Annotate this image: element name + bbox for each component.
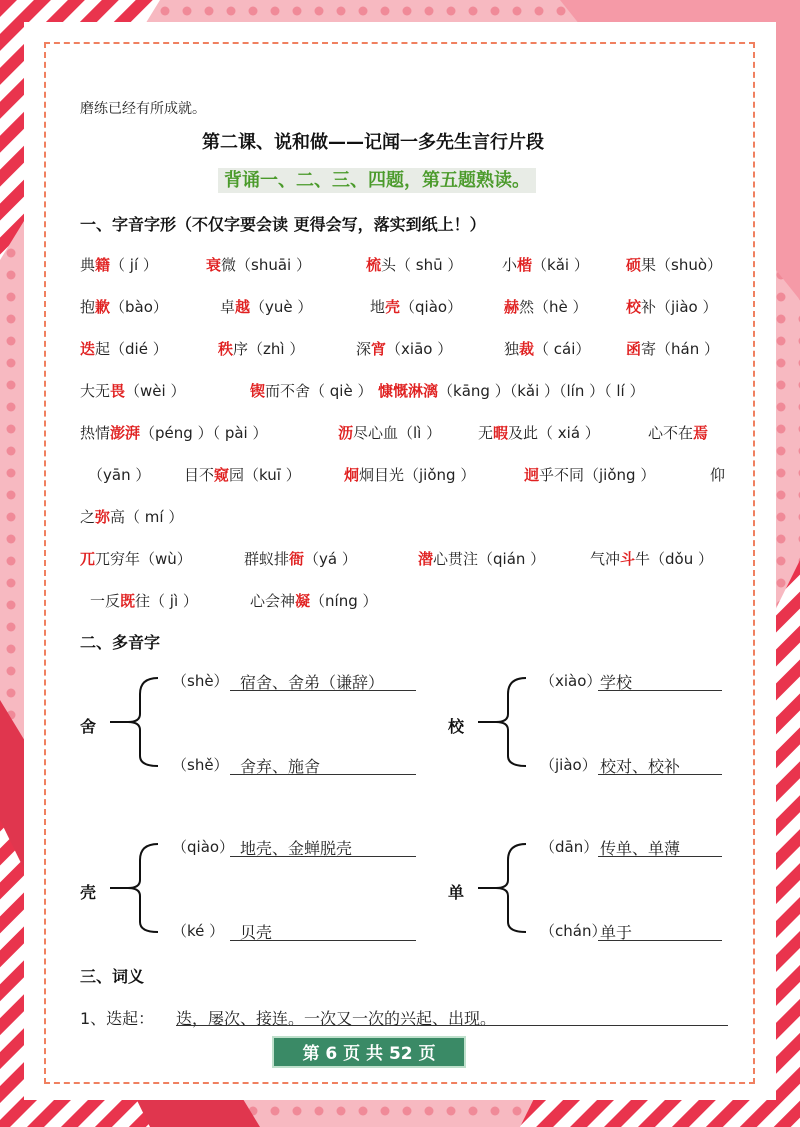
pinyin-reading: （dān） <box>540 838 599 856</box>
char-item <box>590 548 713 569</box>
char-item <box>338 422 441 443</box>
target-char: 裁 <box>519 340 535 358</box>
char-text: 心不在 <box>648 424 694 442</box>
char-item <box>80 422 268 443</box>
char-text: 高（ mí ） <box>110 508 184 526</box>
char-text: 一反 <box>90 592 121 610</box>
target-char: 斗 <box>620 550 636 568</box>
char-text: 补（jiào ） <box>641 298 718 316</box>
target-char: 沥 <box>338 424 354 442</box>
target-char: 澎湃 <box>110 424 141 442</box>
brace-icon <box>110 840 170 940</box>
char-text: 微（shuāi ） <box>221 256 311 274</box>
char-text: 典 <box>80 256 96 274</box>
target-char: 既 <box>120 592 136 610</box>
definition-text: 迭，屡次、接连。一次又一次的兴起、出现。 <box>176 1009 497 1028</box>
section3-heading: 三、词义 <box>80 967 145 986</box>
char-item <box>504 338 590 359</box>
char-item <box>80 338 168 359</box>
char-text: （níng ） <box>310 592 378 610</box>
char-item <box>244 548 357 569</box>
target-char: 锲 <box>250 382 266 400</box>
pinyin-reading: （ké ） <box>172 922 225 940</box>
target-char: 籍 <box>95 256 111 274</box>
char-text: 之 <box>80 508 96 526</box>
example-words: 贝壳 <box>240 923 273 942</box>
memorize-note-text: 背诵一、二、三、四题，第五题熟读。 <box>218 168 536 193</box>
char-text: （xiāo ） <box>386 340 453 358</box>
char-item <box>648 422 708 443</box>
char-item <box>80 506 183 527</box>
char-text: （ jí ） <box>110 256 158 274</box>
section2-heading: 二、多音字 <box>80 633 161 652</box>
char-item <box>80 380 185 401</box>
char-item <box>504 296 588 317</box>
definition-item <box>80 1006 154 1029</box>
char-text: 热情 <box>80 424 111 442</box>
page-indicator: 第 6 页 共 52 页 <box>272 1036 466 1068</box>
char-item <box>418 548 545 569</box>
char-text: 地 <box>370 298 386 316</box>
char-text: 往（ jì ） <box>135 592 198 610</box>
answer-underline <box>598 690 722 691</box>
char-text: （wèi ） <box>125 382 186 400</box>
target-char: 校 <box>626 298 642 316</box>
char-item <box>250 590 378 611</box>
answer-underline <box>230 690 416 691</box>
target-char: 梳 <box>366 256 382 274</box>
char-item <box>502 254 589 275</box>
char-item <box>370 296 462 317</box>
char-item <box>88 464 150 485</box>
example-words: 宿舍、舍弟（谦辞） <box>240 673 385 692</box>
pinyin-reading: （xiào） <box>540 672 602 690</box>
char-text: 起（dié ） <box>95 340 168 358</box>
intro-text: 磨练已经有所成就。 <box>80 101 206 117</box>
char-item <box>206 254 311 275</box>
char-item <box>478 422 600 443</box>
target-char: 迥 <box>524 466 540 484</box>
answer-underline <box>230 774 416 775</box>
char-text: 及此（ xiá ） <box>508 424 600 442</box>
char-item <box>626 254 722 275</box>
char-text: 而不舍（ qiè ） <box>265 382 373 400</box>
target-char: 弥 <box>95 508 111 526</box>
char-item <box>80 548 192 569</box>
target-char: 窥 <box>214 466 230 484</box>
target-char: 衙 <box>289 550 305 568</box>
char-item <box>184 464 301 485</box>
char-item <box>626 338 719 359</box>
char-item <box>378 380 645 401</box>
brace-icon <box>478 840 538 940</box>
char-text: 仰 <box>710 466 726 484</box>
char-item <box>626 296 718 317</box>
char-text: 序（zhì ） <box>233 340 305 358</box>
memorize-note <box>218 166 536 192</box>
char-text: 果（shuò） <box>641 256 723 274</box>
char-item <box>90 590 198 611</box>
pinyin-reading: （chán） <box>540 922 607 940</box>
answer-underline <box>598 856 722 857</box>
example-words: 学校 <box>600 673 633 692</box>
target-char: 歉 <box>95 298 111 316</box>
char-item <box>220 296 312 317</box>
target-char: 畏 <box>110 382 126 400</box>
char-text: （yá ） <box>304 550 357 568</box>
target-char: 炯 <box>344 466 360 484</box>
brace-icon <box>110 674 170 774</box>
char-text: 牛（dǒu ） <box>635 550 714 568</box>
example-words: 单于 <box>600 923 633 942</box>
char-item <box>344 464 475 485</box>
char-text: 寄（hán ） <box>641 340 719 358</box>
char-text: 尽心血（lì ） <box>353 424 442 442</box>
example-words: 地壳、金蝉脱壳 <box>240 839 353 858</box>
char-text: 兀穷年（wù） <box>95 550 192 568</box>
char-text: 炯目光（jiǒng ） <box>359 466 476 484</box>
char-item <box>524 464 655 485</box>
char-text: （kāng ）（kǎi ）（lín ）（ lí ） <box>438 382 645 400</box>
char-text: 深 <box>356 340 372 358</box>
char-text: （qiào） <box>400 298 463 316</box>
section1-heading: 一、字音字形（不仅字要会读 更得会写，落实到纸上！） <box>80 215 486 234</box>
example-words: 校对、校补 <box>600 757 681 776</box>
char-text: 目不 <box>184 466 215 484</box>
target-char: 兀 <box>80 550 96 568</box>
char-text: 乎不同（jiǒng ） <box>539 466 656 484</box>
char-text: 无 <box>478 424 494 442</box>
target-char: 焉 <box>693 424 709 442</box>
definition-label: 1、迭起： <box>80 1009 155 1028</box>
char-item <box>366 254 462 275</box>
char-text: 小 <box>502 256 518 274</box>
pinyin-reading: （jiào） <box>540 756 597 774</box>
polyphonic-char: 舍 <box>80 717 97 736</box>
char-item <box>218 338 304 359</box>
pinyin-reading: （shě） <box>172 756 229 774</box>
char-text: 独 <box>504 340 520 358</box>
char-text: 心会神 <box>250 592 296 610</box>
char-text: （yān ） <box>88 466 151 484</box>
answer-underline <box>230 940 416 941</box>
target-char: 衰 <box>206 256 222 274</box>
target-char: 迭 <box>80 340 96 358</box>
target-char: 慷慨淋漓 <box>378 382 439 400</box>
target-char: 宵 <box>371 340 387 358</box>
answer-underline <box>598 940 722 941</box>
char-item <box>356 338 452 359</box>
char-text: （ cái） <box>534 340 591 358</box>
char-text: （bào） <box>110 298 168 316</box>
lesson-title: 第二课、说和做——记闻一多先生言行片段 <box>202 132 544 153</box>
target-char: 赫 <box>504 298 520 316</box>
char-text: 群蚁排 <box>244 550 290 568</box>
target-char: 函 <box>626 340 642 358</box>
example-words: 舍弃、施舍 <box>240 757 321 776</box>
pinyin-reading: （shè） <box>172 672 229 690</box>
char-item <box>80 254 158 275</box>
char-text: （kǎi ） <box>532 256 589 274</box>
target-char: 楷 <box>517 256 533 274</box>
char-text: 然（hè ） <box>519 298 588 316</box>
target-char: 壳 <box>385 298 401 316</box>
target-char: 暇 <box>493 424 509 442</box>
answer-underline <box>230 856 416 857</box>
pinyin-reading: （qiào） <box>172 838 235 856</box>
char-item <box>710 464 725 485</box>
polyphonic-char: 壳 <box>80 883 97 902</box>
polyphonic-char: 校 <box>448 717 465 736</box>
polyphonic-char: 单 <box>448 883 465 902</box>
definition-underline <box>176 1025 728 1026</box>
char-text: 大无 <box>80 382 111 400</box>
brace-icon <box>478 674 538 774</box>
char-text: 卓 <box>220 298 236 316</box>
target-char: 硕 <box>626 256 642 274</box>
char-text: 抱 <box>80 298 96 316</box>
char-text: （yuè ） <box>250 298 313 316</box>
target-char: 凝 <box>295 592 311 610</box>
char-text: 心贯注（qián ） <box>433 550 546 568</box>
target-char: 越 <box>235 298 251 316</box>
char-text: 园（kuī ） <box>229 466 301 484</box>
char-text: （péng ）（ pài ） <box>140 424 268 442</box>
example-words: 传单、单薄 <box>600 839 681 858</box>
char-item <box>250 380 372 401</box>
char-text: 头（ shū ） <box>381 256 463 274</box>
target-char: 潜 <box>418 550 434 568</box>
target-char: 秩 <box>218 340 234 358</box>
char-text: 气冲 <box>590 550 621 568</box>
char-item <box>80 296 168 317</box>
answer-underline <box>598 774 722 775</box>
